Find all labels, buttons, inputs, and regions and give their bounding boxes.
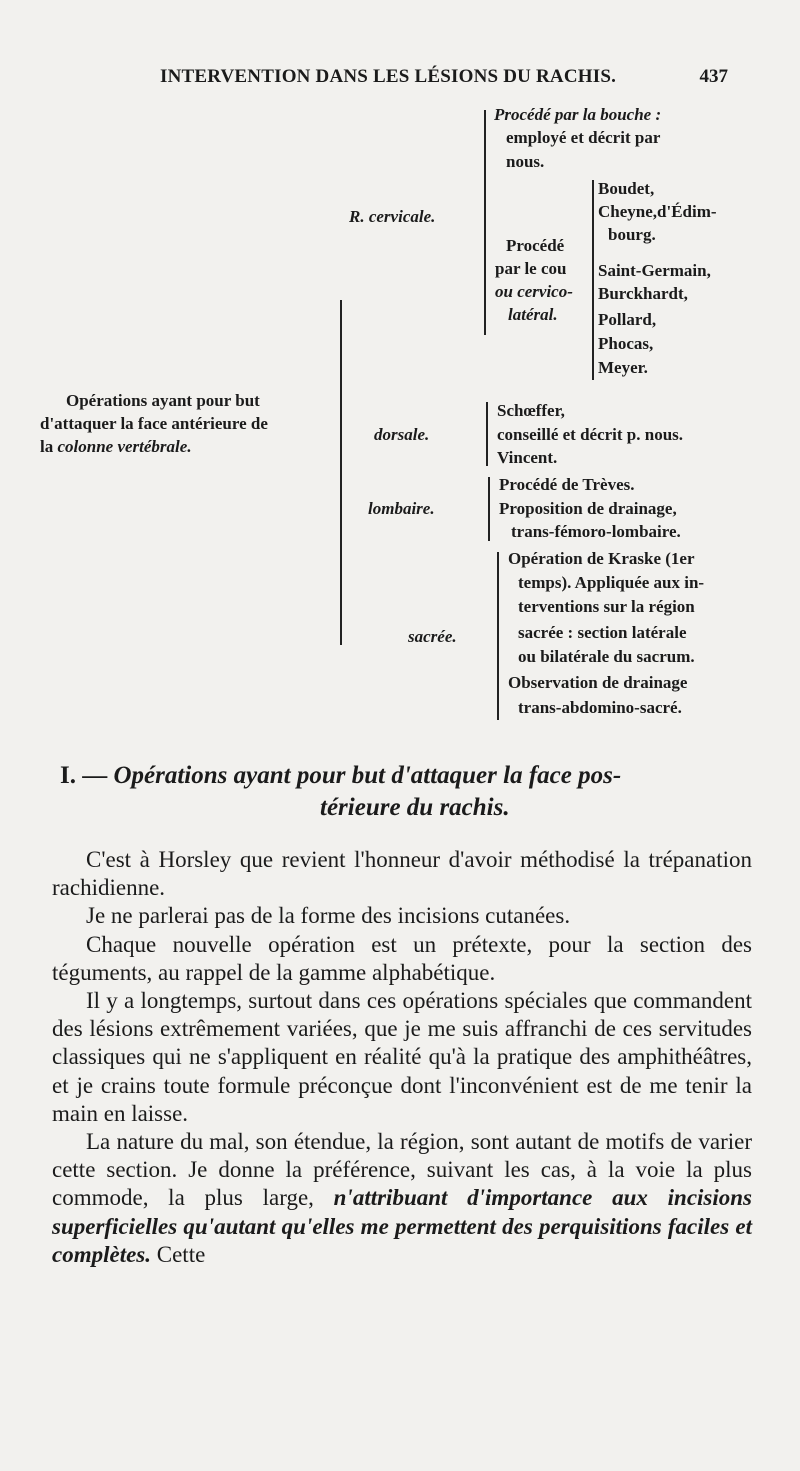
dorsale-label: dorsale. xyxy=(374,425,430,444)
cou-line-3: ou cervico- xyxy=(495,282,573,301)
main-brace xyxy=(340,300,342,645)
cou-line-1: Procédé xyxy=(506,236,565,255)
sacree-item-1: Opération de Kraske (1er xyxy=(508,549,695,568)
section-heading-line-2: térieure du rachis. xyxy=(320,794,510,821)
paragraph-1: C'est à Horsley que revient l'honneur d'avoir méthodisé la trépanation rachidienne. xyxy=(52,847,752,901)
page-number: 437 xyxy=(699,66,728,87)
author-4: Saint-Germain, xyxy=(598,261,711,280)
lombaire-item-3: trans-fémoro-lombaire. xyxy=(511,522,681,541)
sacree-item-6: Observation de drainage xyxy=(508,673,688,692)
sacree-item-2: temps). Appliquée aux in- xyxy=(518,573,705,592)
paragraph-5: La nature du mal, son étendue, la région, sont autant de motifs de varier cette section. Je donne la préférence, suivant les cas, à la voie la plus commode, la plus large, n'attribuant d'importance aux incisions superficielles qu'autant qu'elles me permettent des perquisitions faciles et complètes. Cette xyxy=(52,1129,753,1267)
author-8: Meyer. xyxy=(598,358,648,377)
author-1: Boudet, xyxy=(598,179,655,198)
sacree-brace xyxy=(497,552,499,720)
dorsale-item-2: conseillé et décrit p. nous. xyxy=(497,425,684,444)
section-heading-line-1: I. — Opérations ayant pour but d'attaquer la face pos- xyxy=(60,762,622,789)
lombaire-label: lombaire. xyxy=(368,499,435,518)
dorsale-item-3: Vincent. xyxy=(497,448,558,467)
cervicale-brace xyxy=(484,110,486,335)
lombaire-item-1: Procédé de Trèves. xyxy=(499,475,635,494)
authors-brace xyxy=(592,180,594,380)
author-2: Cheyne,d'Édim- xyxy=(598,202,717,221)
paragraph-4: Il y a longtemps, surtout dans ces opérations spéciales que commandent des lésions extrêmement variées, que je me suis affranchi de ces servitudes classiques qui ne s'appliquent en réalité qu'à la pratique des amphithéâtres, et je crains toute formule préconçue dont l'inconvénient est de me tenir la main en laisse. xyxy=(52,988,752,1126)
lombaire-item-2: Proposition de drainage, xyxy=(499,499,677,518)
author-7: Phocas, xyxy=(598,334,654,353)
header-title: INTERVENTION DANS LES LÉSIONS DU RACHIS. xyxy=(160,66,617,87)
cou-line-2: par le cou xyxy=(495,259,567,278)
sacree-item-5: ou bilatérale du sacrum. xyxy=(518,647,695,666)
section-heading xyxy=(60,760,750,824)
sacree-item-3: terventions sur la région xyxy=(518,597,695,616)
bouche-line-1: Procédé par la bouche : xyxy=(494,105,662,124)
sacree-item-7: trans-abdomino-sacré. xyxy=(518,698,682,717)
dorsale-item-1: Schœffer, xyxy=(497,401,565,420)
cou-line-4: latéral. xyxy=(508,305,558,324)
sacree-label: sacrée. xyxy=(408,627,457,646)
main-label-line-1: Opérations ayant pour but xyxy=(66,391,260,410)
main-label-line-3: la colonne vertébrale. xyxy=(40,437,192,456)
cervicale-label: R. cervicale. xyxy=(349,207,436,226)
author-6: Pollard, xyxy=(598,310,657,329)
body-text xyxy=(52,846,752,1269)
paragraph-3: Chaque nouvelle opération est un prétexte, pour la section des téguments, au rappel de la gamme alphabétique. xyxy=(52,931,752,985)
bouche-line-3: nous. xyxy=(506,152,545,171)
author-5: Burckhardt, xyxy=(598,284,688,303)
paragraph-2: Je ne parlerai pas de la forme des incisions cutanées. xyxy=(86,903,571,929)
author-3: bourg. xyxy=(608,225,656,244)
sacree-item-4: sacrée : section latérale xyxy=(518,623,687,642)
dorsale-brace xyxy=(486,402,488,466)
main-label-line-2: d'attaquer la face antérieure de xyxy=(40,414,268,433)
lombaire-brace xyxy=(488,477,490,541)
bouche-line-2: employé et décrit par xyxy=(506,128,661,147)
